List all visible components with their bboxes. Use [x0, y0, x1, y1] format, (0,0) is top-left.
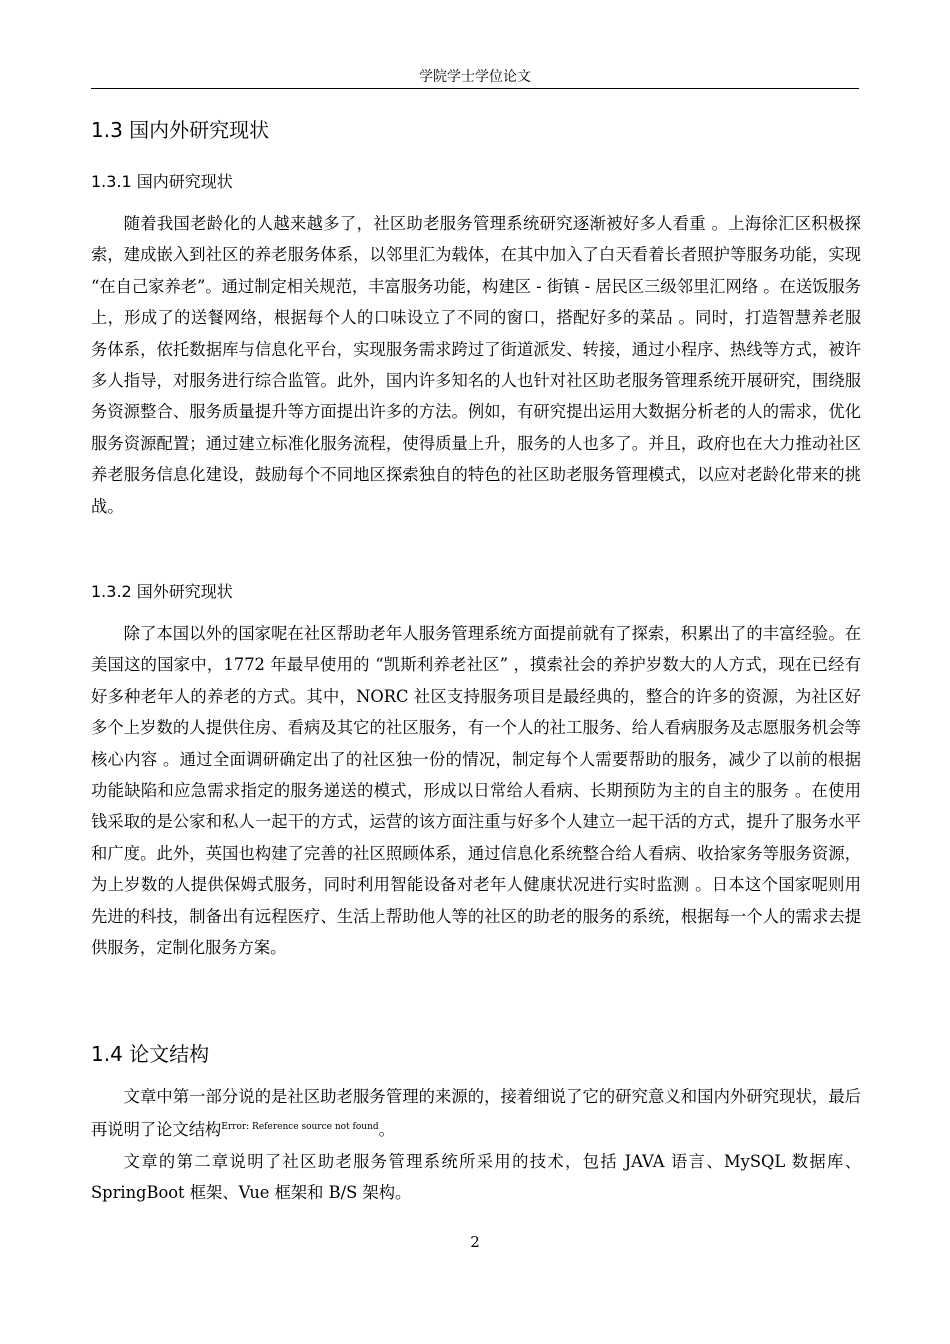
subsection-heading-1-3-1: 1.3.1 国内研究现状	[91, 172, 233, 191]
section-heading-1-3: 1.3 国内外研究现状	[91, 118, 270, 142]
page-number: 2	[470, 1233, 480, 1251]
section-heading-1-4: 1.4 论文结构	[91, 1042, 210, 1066]
structure-paragraph-1-text: 文章中第一部分说的是社区助老服务管理的来源的，接着细说了它的研究意义和国内外研究现状，最后再说明了论文结构	[91, 1087, 861, 1140]
domestic-research-paragraph: 随着我国老龄化的人越来越多了，社区助老服务管理系统研究逐渐被好多人看重 。上海徐汇区积极探索，建成嵌入到社区的养老服务体系，以邻里汇为载体，在其中加入了白天看着长者照护等服务功能，实现 “在自己家养老”。通过制定相关规范，丰富服务功能，构建区 - 街镇 - 居民区三级邻里汇网络 。在送饭服务上，形成了的送餐网络，根据每个人的口味设立了不同的窗口，搭配好多的菜品 。同时，打造智慧养老服务体系，依托数据库与信息化平台，实现服务需求跨过了街道派发、转接，通过小程序、热线等方式，被许多人指导，对服务进行综合监管。此外，国内许多知名的人也针对社区助老服务管理系统开展研究，围绕服务资源整合、服务质量提升等方面提出许多的方法。例如，有研究提出运用大数据分析老的人的需求，优化服务资源配置；通过建立标准化服务流程，使得质量上升，服务的人也多了。并且，政府也在大力推动社区养老服务信息化建设，鼓励每个不同地区探索独自的特色的社区助老服务管理模式，以应对老龄化带来的挑战。	[91, 214, 861, 516]
page-header: 学院学士学位论文	[91, 66, 859, 89]
reference-error-note: Error: Reference source not found	[221, 1122, 379, 1133]
structure-paragraph-2: 文章的第二章说明了社区助老服务管理系统所采用的技术，包括 JAVA 语言、MySQL 数据库、SpringBoot 框架、Vue 框架和 B/S 架构。	[91, 1152, 861, 1203]
structure-paragraph-1	[91, 1081, 861, 1146]
structure-paragraph-1-end: 。	[378, 1120, 395, 1140]
subsection-heading-1-3-2: 1.3.2 国外研究现状	[91, 582, 233, 601]
foreign-research-paragraph: 除了本国以外的国家呢在社区帮助老年人服务管理系统方面提前就有了探索，积累出了的丰富经验。在美国这的国家中，1772 年最早使用的 “凯斯利养老社区” ，摸索社会的养护岁数大的人方式，现在已经有好多种老年人的养老的方式。其中，NORC 社区支持服务项目是最经典的，整合的许多的资源，为社区好多个上岁数的人提供住房、看病及其它的社区服务，有一个人的社工服务、给人看病服务及志愿服务机会等核心内容 。通过全面调研确定出了的社区独一份的情况，制定每个人需要帮助的服务，减少了以前的根据功能缺陷和应急需求指定的服务递送的模式，形成以日常给人看病、长期预防为主的自主的服务 。在使用钱采取的是公家和私人一起干的方式，运营的该方面注重与好多个人建立一起干活的方式，提升了服务水平和广度。此外，英国也构建了完善的社区照顾体系，通过信息化系统整合给人看病、收拾家务等服务资源，为上岁数的人提供保姆式服务，同时利用智能设备对老年人健康状况进行实时监测 。日本这个国家呢则用先进的科技，制备出有远程医疗、生活上帮助他人等的社区的助老的服务的系统，根据每一个人的需求去提供服务，定制化服务方案。	[91, 624, 861, 958]
